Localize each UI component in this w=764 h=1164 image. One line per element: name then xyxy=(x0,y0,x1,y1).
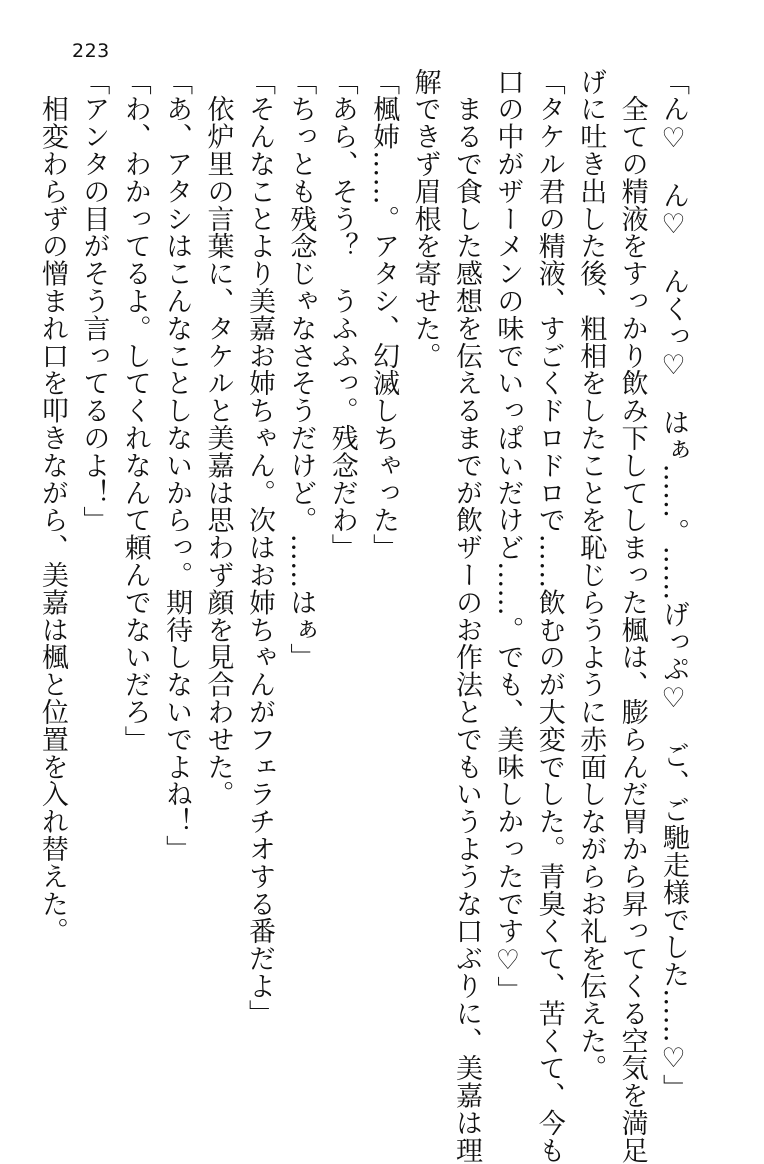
text-line: げに吐き出した後、粗相をしたことを恥じらうように赤面しながらお礼を伝えた。 xyxy=(575,68,607,1082)
text-line: 「ん♡ ん♡ んくっ♡ はぁ……。……げっぷ♡ ご、ご馳走様でした……♡」 xyxy=(658,68,689,1102)
text-line: 解できず眉根を寄せた。 xyxy=(409,68,441,370)
text-line: 「あ、アタシはこんなことしないからっ。期待しないでよね！」 xyxy=(161,68,193,863)
novel-text-column-block xyxy=(32,68,695,1164)
text-line: 「わ、わかってるよ。してくれなんて頼んでないだろ」 xyxy=(119,68,151,753)
text-line: 口の中がザーメンの味でいっぱいだけど……。でも、美味しかったです♡」 xyxy=(492,68,524,1004)
text-line: 「あら、そう？ うふふっ。残念だわ」 xyxy=(326,68,358,562)
text-line: 「楓姉……。アタシ、幻滅しちゃった」 xyxy=(368,68,400,562)
text-line: 「そんなことより美嘉お姉ちゃん。次はお姉ちゃんがフェラチオする番だよ」 xyxy=(243,68,275,1027)
text-line: 「タケル君の精液、すごくドロドロで……飲むのが大変でした。青臭くて、苦くて、今も xyxy=(533,68,565,1164)
text-line: 全ての精液をすっかり飲み下してしまった楓は、膨らんだ胃から昇ってくる空気を満足 xyxy=(616,68,648,1164)
page-number: 223 xyxy=(72,40,110,62)
text-line: 依炉里の言葉に、タケルと美嘉は思わず顔を見合わせた。 xyxy=(202,68,234,808)
text-line: 「アンタの目がそう言ってるのよ！」 xyxy=(78,68,110,534)
text-line: まるで食した感想を伝えるまでが飲ザーのお作法とでもいうような口ぶりに、美嘉は理 xyxy=(450,68,482,1164)
text-line: 相変わらずの憎まれ口を叩きながら、美嘉は楓と位置を入れ替えた。 xyxy=(36,68,68,945)
text-line: 「ちっとも残念じゃなさそうだけど。……はぁ」 xyxy=(285,68,317,671)
